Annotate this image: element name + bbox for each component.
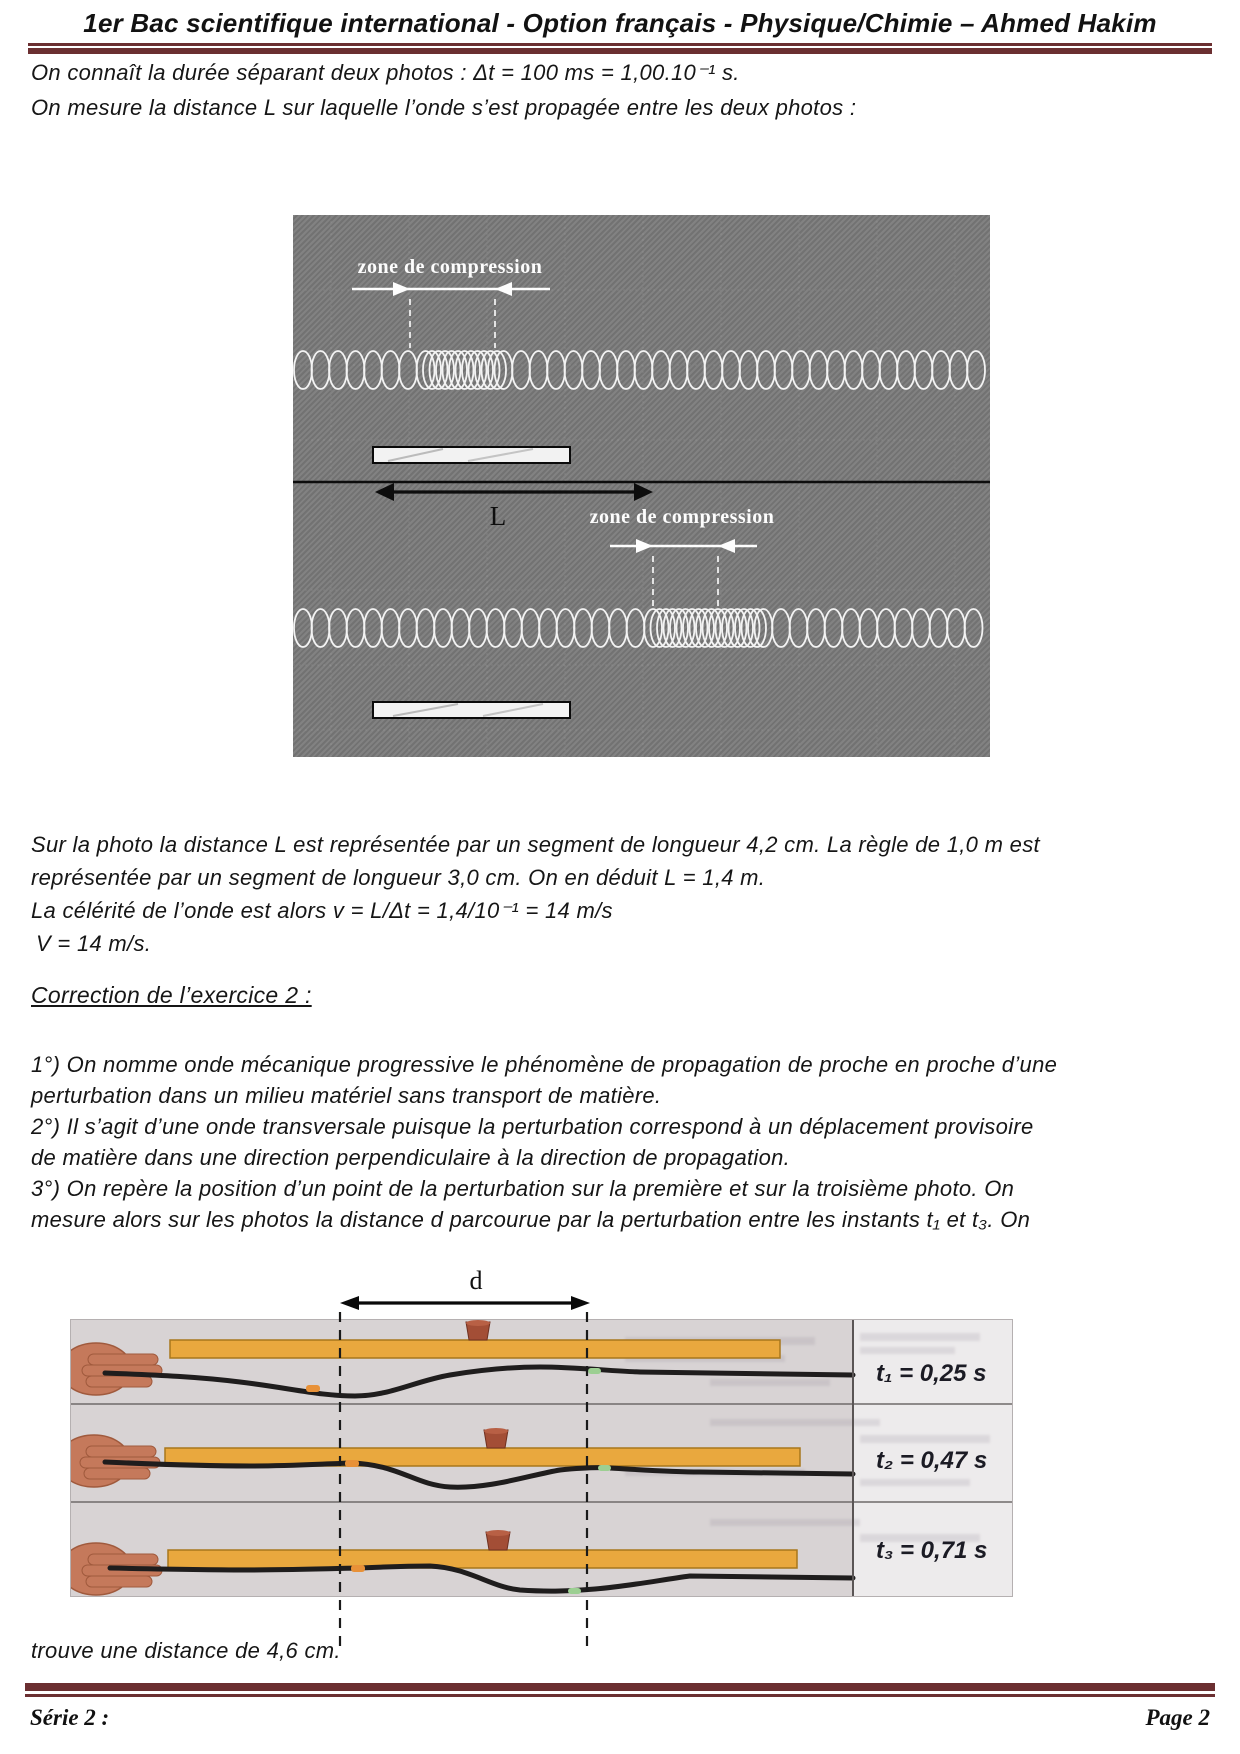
ruler-photo-top — [373, 447, 570, 463]
header-rule-thin — [28, 43, 1212, 46]
footer-series-label: Série 2 : — [30, 1705, 110, 1730]
spring-coil-bottom — [294, 609, 983, 647]
page-title: 1er Bac scientifique international - Option français - Physique/Chimie – Ahmed Hakim — [83, 8, 1157, 38]
time-label-t2: t₂ = 0,47 s — [876, 1447, 988, 1474]
zone-compression-label-top: zone de compression — [357, 256, 543, 278]
time-label-t3: t₃ = 0,71 s — [876, 1537, 988, 1564]
time-label-t1: t₁ = 0,25 s — [876, 1360, 987, 1387]
correction-heading: Correction de l’exercice 2 : — [31, 982, 312, 1008]
correction-line-5: 3°) On repère la position d’un point de la perturbation sur la première et sur la troisième photo. On — [31, 1176, 1015, 1201]
footer-rule-thin — [25, 1694, 1215, 1697]
footer-page-number: Page 2 — [1145, 1705, 1210, 1730]
zone-arrow-top — [352, 282, 550, 296]
intro-line-1: On connaît la durée séparant deux photos : Δt = 100 ms = 1,00.10⁻¹ s. — [31, 60, 740, 85]
measure-line-4: V = 14 m/s. — [36, 931, 152, 956]
zone-arrow-bottom — [610, 539, 757, 553]
orange-marker — [306, 1385, 320, 1392]
correction-line-2: perturbation dans un milieu matériel sans transport de matière. — [31, 1083, 662, 1108]
correction-line-4: de matière dans une direction perpendiculaire à la direction de propagation. — [31, 1145, 791, 1170]
zone-dashed-guides-top — [410, 299, 495, 348]
header-rule-thick — [28, 48, 1212, 54]
L-label: L — [489, 501, 507, 531]
figure-spring-photos — [293, 215, 990, 757]
zone-dashed-guides-bottom — [653, 556, 718, 609]
distance-d-label: d — [469, 1266, 483, 1295]
spring-coil-top — [294, 351, 985, 389]
correction-line-3: 2°) Il s’agit d’une onde transversale puisque la perturbation correspond à un déplacement provisoire — [31, 1114, 1034, 1139]
grid-lines — [293, 215, 990, 757]
spring-photos-drawing — [293, 215, 990, 757]
L-arrow — [375, 483, 653, 501]
zone-compression-label-bottom: zone de compression — [589, 506, 775, 528]
distance-dashed-lines — [330, 1310, 600, 1650]
ruler-photo-bottom — [373, 702, 570, 718]
footer-rule-thick — [25, 1683, 1215, 1691]
correction-line-6: mesure alors sur les photos la distance d parcourue par la perturbation entre les instants t₁ et t₃. On — [31, 1207, 1031, 1232]
intro-line-2: On mesure la distance L sur laquelle l’onde s’est propagée entre les deux photos : — [31, 95, 857, 120]
closing-line: trouve une distance de 4,6 cm. — [31, 1638, 341, 1663]
measure-line-2: représentée par un segment de longueur 3,0 cm. On en déduit L = 1,4 m. — [31, 865, 766, 890]
correction-line-1: 1°) On nomme onde mécanique progressive le phénomène de propagation de proche en proche d’une — [31, 1052, 1058, 1077]
measure-line-1: Sur la photo la distance L est représentée par un segment de longueur 4,2 cm. La règle de 1,0 m est — [31, 832, 1040, 857]
measure-line-3: La célérité de l’onde est alors v = L/Δt = 1,4/10⁻¹ = 14 m/s — [31, 898, 613, 923]
